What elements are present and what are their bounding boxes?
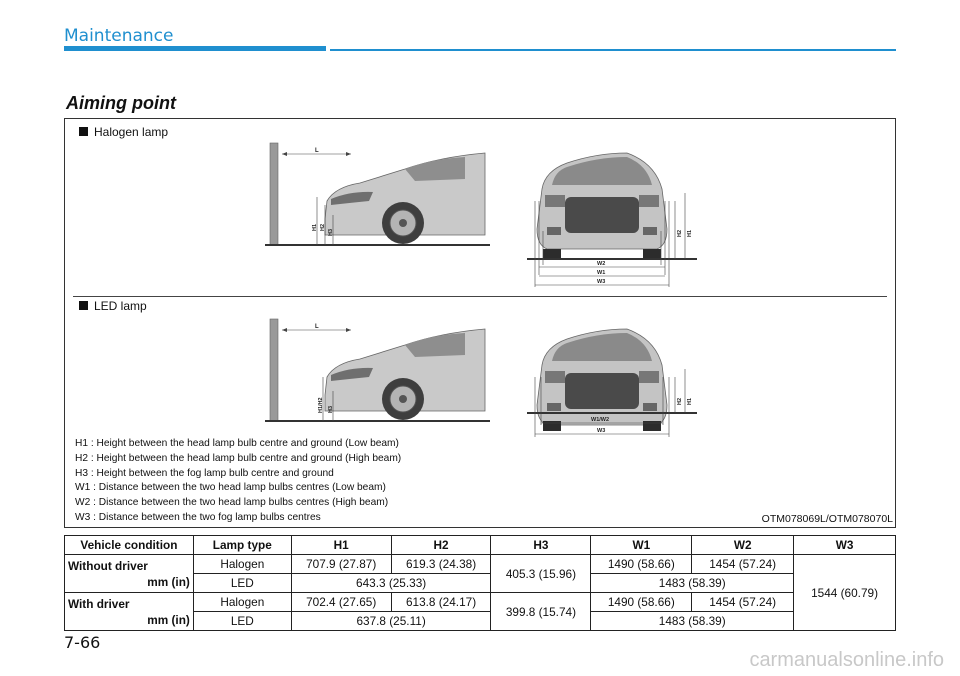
dim-H1-front-label: H1 — [687, 229, 693, 237]
figure-box — [64, 118, 896, 528]
lamp-type-cell: Halogen — [193, 593, 291, 612]
condition-label: With driver — [68, 596, 130, 611]
w2-cell: 1454 (57.24) — [692, 555, 794, 574]
legend-line-h3: H3 : Height between the fog lamp bulb centre and ground — [75, 467, 334, 479]
col-header-w3: W3 — [794, 536, 896, 555]
legend-line-w1: W1 : Distance between the two head lamp bulbs centres (Low beam) — [75, 482, 386, 494]
dim-W1W2-label: W1/W2 — [591, 417, 610, 423]
dim-H1H2-label: H1/H2 — [318, 397, 324, 413]
condition-unit: mm (in) — [147, 612, 190, 627]
lamp-type-cell: Halogen — [193, 555, 291, 574]
condition-without-driver — [65, 555, 194, 593]
halogen-front-view-diagram — [527, 145, 697, 293]
w1-cell: 1490 (58.66) — [591, 593, 692, 612]
header-bar-thin — [330, 49, 896, 51]
square-bullet-icon — [79, 301, 88, 310]
dim-H2-front-label-led: H2 — [677, 397, 683, 405]
dim-H3-label: H3 — [328, 228, 334, 236]
dim-H3-label-led: H3 — [328, 405, 334, 413]
dim-W1-label: W1 — [597, 270, 606, 276]
figure-legend — [75, 437, 401, 526]
h1-cell: 702.4 (27.65) — [291, 593, 391, 612]
dim-W3-label-led: W3 — [597, 428, 606, 434]
led-side-view-diagram — [265, 315, 490, 431]
condition-unit: mm (in) — [147, 574, 190, 589]
led-lamp-label-text: LED lamp — [94, 299, 147, 313]
condition-with-driver — [65, 593, 194, 631]
figure-code: OTM078069L/OTM078070L — [761, 513, 893, 525]
col-header-h3: H3 — [491, 536, 591, 555]
lamp-type-cell: LED — [193, 612, 291, 631]
col-header-h1: H1 — [291, 536, 391, 555]
h2-cell: 613.8 (24.17) — [391, 593, 491, 612]
col-header-condition: Vehicle condition — [65, 536, 194, 555]
led-lamp-label — [79, 299, 147, 313]
col-header-lamp: Lamp type — [193, 536, 291, 555]
lamp-type-cell: LED — [193, 574, 291, 593]
dim-H1-front-label-led: H1 — [687, 397, 693, 405]
halogen-lamp-label-text: Halogen lamp — [94, 125, 169, 139]
page-number: 7-66 — [64, 633, 101, 652]
legend-line-w3: W3 : Distance between the two fog lamp bulbs centres — [75, 511, 321, 523]
halogen-lamp-label — [79, 125, 168, 139]
figure-divider — [73, 296, 887, 297]
h3-cell: 405.3 (15.96) — [491, 555, 591, 593]
table-header-row — [65, 536, 896, 555]
dim-H2-label: H2 — [320, 223, 326, 231]
page-heading: Aiming point — [66, 93, 176, 113]
dim-H1-label: H1 — [312, 223, 318, 231]
table-row — [65, 593, 896, 612]
section-title: Maintenance — [64, 26, 174, 46]
h1-h2-cell: 637.8 (25.11) — [291, 612, 491, 631]
condition-label: Without driver — [68, 558, 148, 573]
header-bar-thick — [64, 46, 326, 51]
legend-line-h1: H1 : Height between the head lamp bulb centre and ground (Low beam) — [75, 438, 399, 449]
dim-L-label: L — [315, 148, 319, 154]
aiming-spec-table — [64, 535, 896, 631]
dim-W3-label: W3 — [597, 279, 606, 285]
w1-w2-cell: 1483 (58.39) — [591, 612, 794, 631]
h1-cell: 707.9 (27.87) — [291, 555, 391, 574]
dim-H2-front-label: H2 — [677, 229, 683, 237]
h3-cell: 399.8 (15.74) — [491, 593, 591, 631]
dim-L-label-led: L — [315, 324, 319, 330]
led-front-view-diagram — [527, 321, 697, 441]
legend-line-h2: H2 : Height between the head lamp bulb centre and ground (High beam) — [75, 452, 402, 464]
h2-cell: 619.3 (24.38) — [391, 555, 491, 574]
halogen-side-view-diagram — [265, 139, 490, 269]
watermark: carmanualsonline.info — [749, 649, 944, 671]
square-bullet-icon — [79, 127, 88, 136]
w1-w2-cell: 1483 (58.39) — [591, 574, 794, 593]
w2-cell: 1454 (57.24) — [692, 593, 794, 612]
dim-W2-label: W2 — [597, 261, 606, 267]
col-header-w2: W2 — [692, 536, 794, 555]
col-header-h2: H2 — [391, 536, 491, 555]
w1-cell: 1490 (58.66) — [591, 555, 692, 574]
w3-cell: 1544 (60.79) — [794, 555, 896, 631]
h1-h2-cell: 643.3 (25.33) — [291, 574, 491, 593]
legend-line-w2: W2 : Distance between the two head lamp bulbs centres (High beam) — [75, 497, 389, 509]
table-row — [65, 555, 896, 574]
col-header-w1: W1 — [591, 536, 692, 555]
